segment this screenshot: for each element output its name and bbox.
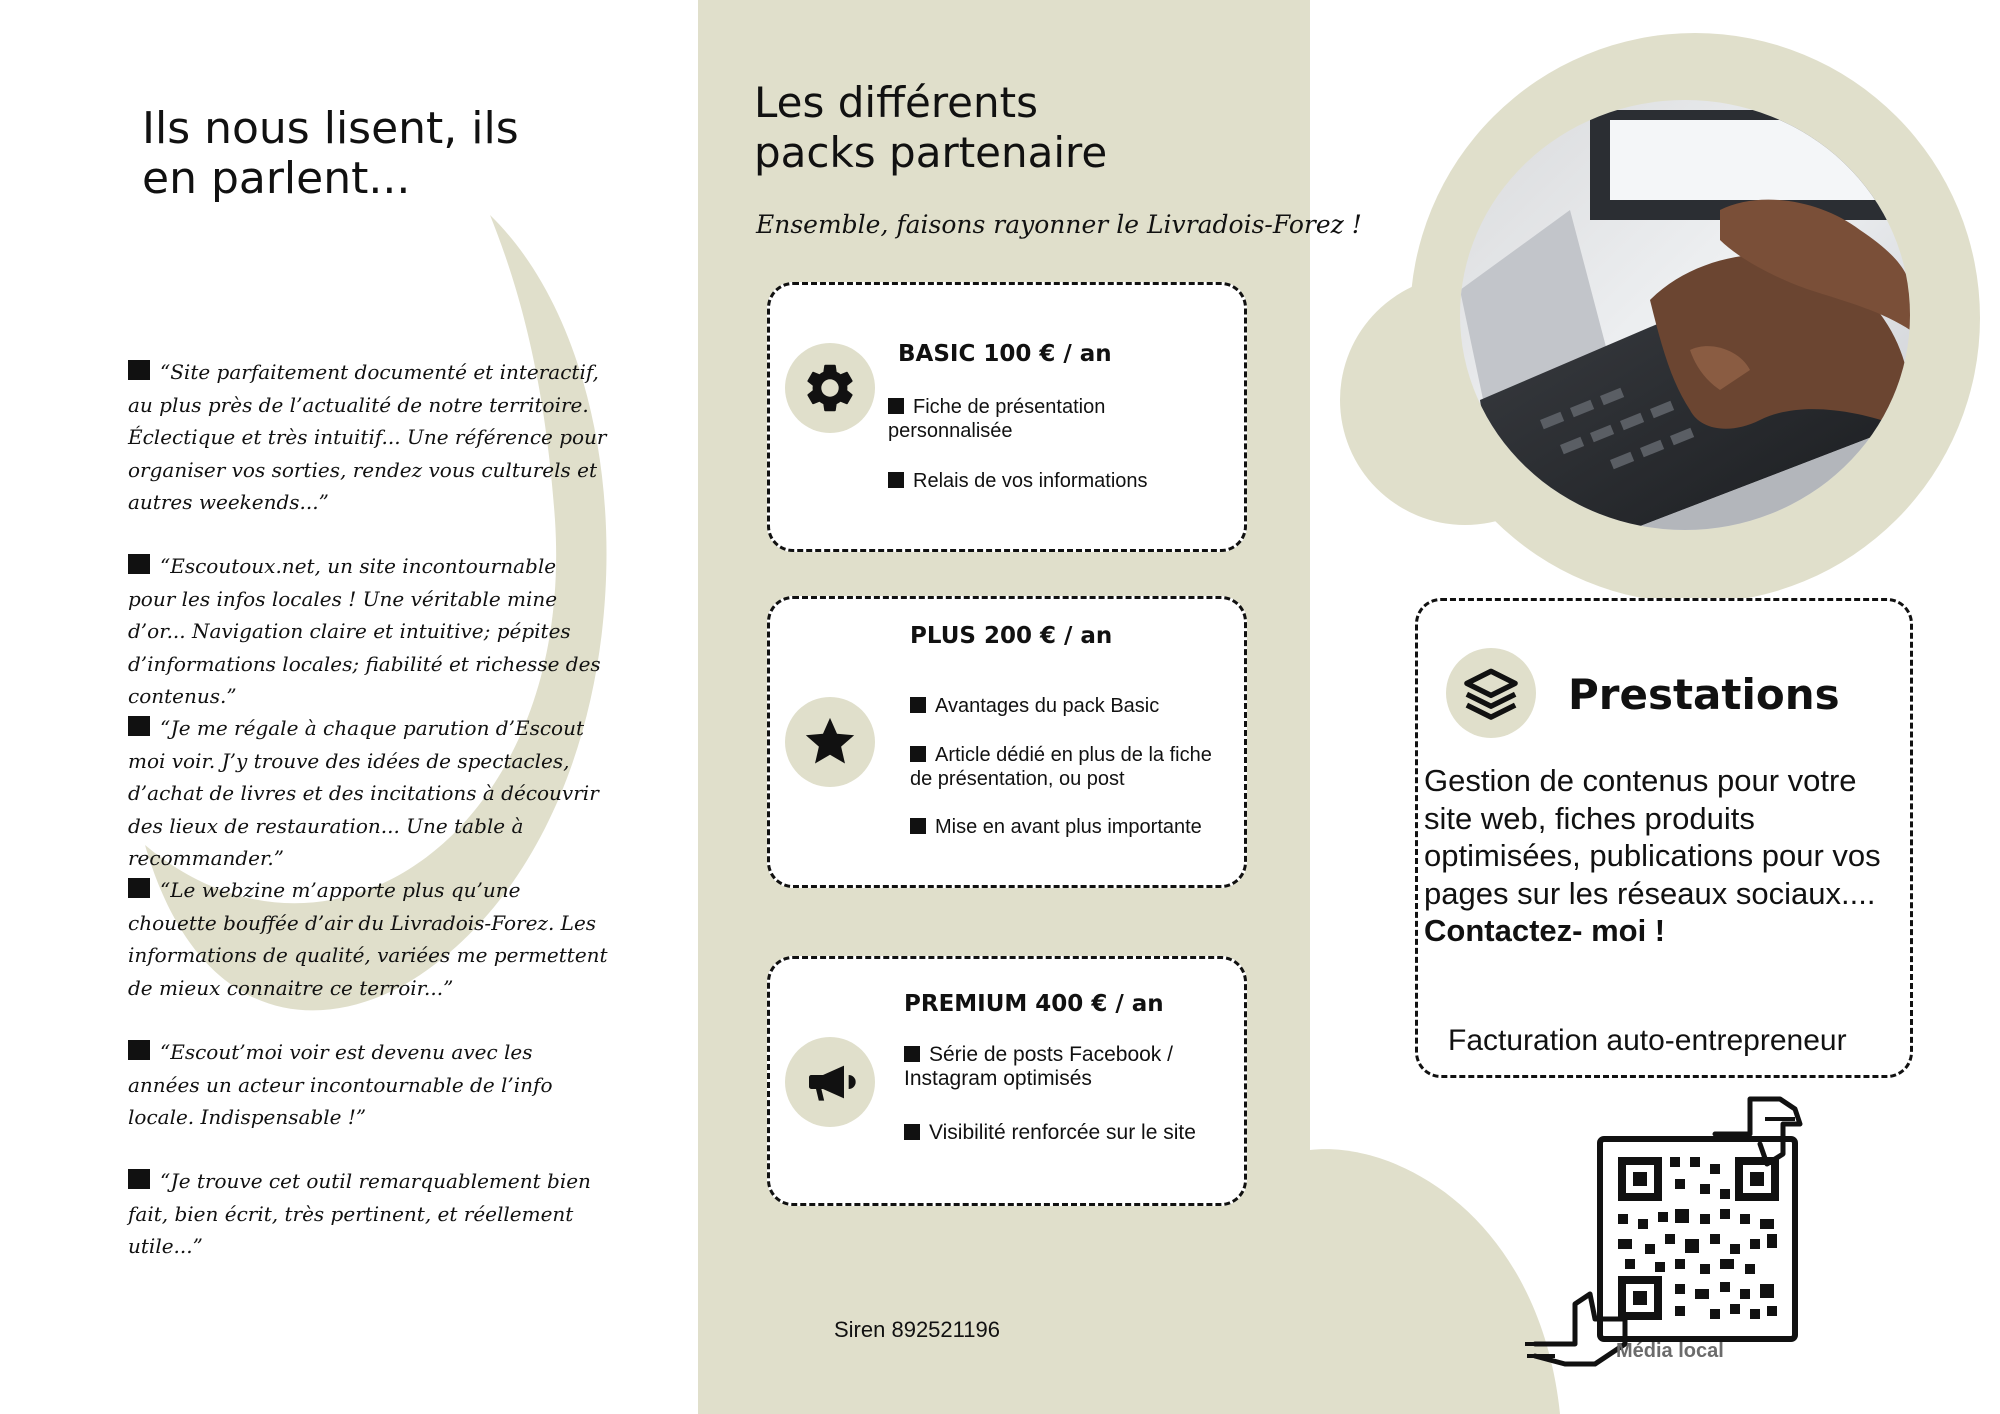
laptop-typing-photo bbox=[1460, 100, 1910, 530]
testimonial-quote: “Je trouve cet outil remarquablement bien fait, bien écrit, très pertinent, et réellement utile...” bbox=[128, 1169, 591, 1258]
pack-card-premium bbox=[767, 956, 1247, 1206]
contact-cta: Contactez- moi ! bbox=[1424, 913, 1666, 948]
packs-title: Les différents packs partenaire bbox=[754, 78, 1108, 177]
qr-label: Média local bbox=[1616, 1340, 1724, 1362]
testimonials-title: Ils nous lisent, ils en parlent... bbox=[142, 103, 519, 204]
pack-title: PREMIUM 400 € / an bbox=[904, 991, 1164, 1017]
pack-item: Mise en avant plus importante bbox=[910, 815, 1230, 839]
testimonial-quote: “Je me régale à chaque parution d’Escout moi voir. J’y trouve des idées de spectacles, d’achat de livres et des incitations à découvrir des lieux de restauration... Une table à recommander.” bbox=[128, 716, 599, 870]
bullet-square-icon bbox=[904, 1124, 920, 1140]
siren-number: Siren 892521196 bbox=[834, 1317, 1000, 1342]
pack-item: Relais de vos informations bbox=[888, 469, 1228, 493]
pack-item: Article dédié en plus de la fiche de présentation, ou post bbox=[910, 744, 1212, 790]
bullet-square-icon bbox=[904, 1046, 920, 1062]
bullet-square-icon bbox=[128, 360, 150, 380]
bullet-square-icon bbox=[888, 398, 904, 414]
star-icon bbox=[785, 697, 875, 787]
pack-item: Visibilité renforcée sur le site bbox=[904, 1121, 1224, 1145]
bullet-square-icon bbox=[910, 697, 926, 713]
bullet-square-icon bbox=[888, 472, 904, 488]
pack-item: Série de posts Facebook / Instagram optimisés bbox=[904, 1043, 1173, 1090]
bullet-square-icon bbox=[128, 554, 150, 574]
pack-item: Fiche de présentation personnalisée bbox=[888, 396, 1106, 442]
bullet-square-icon bbox=[128, 878, 150, 898]
testimonial-quote: “Le webzine m’apporte plus qu’une chouette bouffée d’air du Livradois-Forez. Les informations de qualité, variées me permettent de mieux connaitre ce terroir...” bbox=[128, 878, 608, 1000]
gear-icon bbox=[785, 343, 875, 433]
testimonial-quote: “Site parfaitement documenté et interactif, au plus près de l’actualité de notre territoire. Éclectique et très intuitif... Une référence pour organiser vos sorties, rendez vous culturels et autres weekends...” bbox=[128, 360, 607, 514]
pack-title: PLUS 200 € / an bbox=[910, 623, 1113, 649]
pack-card-basic bbox=[767, 282, 1247, 552]
megaphone-icon bbox=[785, 1037, 875, 1127]
bullet-square-icon bbox=[128, 1169, 150, 1189]
pack-title: BASIC 100 € / an bbox=[898, 341, 1112, 367]
packs-subtitle: Ensemble, faisons rayonner le Livradois-Forez ! bbox=[756, 210, 1362, 239]
prestations-description: Gestion de contenus pour votre site web, fiches produits optimisées, publications pour vos pages sur les réseaux sociaux.... Contactez- moi ! bbox=[1424, 762, 1904, 950]
bullet-square-icon bbox=[910, 818, 926, 834]
layers-icon bbox=[1446, 648, 1536, 738]
testimonial-quote: “Escout’moi voir est devenu avec les années un acteur incontournable de l’info locale. Indispensable !” bbox=[128, 1040, 553, 1129]
prestations-title: Prestations bbox=[1568, 670, 1840, 719]
pack-card-plus bbox=[767, 596, 1247, 888]
pack-item: Avantages du pack Basic bbox=[910, 694, 1230, 718]
bullet-square-icon bbox=[128, 1040, 150, 1060]
testimonial-quote: “Escoutoux.net, un site incontournable pour les infos locales ! Une véritable mine d’or... Navigation claire et intuitive; pépites d’informations locales; fiabilité et richesse des contenus.” bbox=[128, 554, 601, 708]
billing-info: Facturation auto-entrepreneur bbox=[1448, 1024, 1847, 1057]
bullet-square-icon bbox=[128, 716, 150, 736]
bullet-square-icon bbox=[910, 746, 926, 762]
